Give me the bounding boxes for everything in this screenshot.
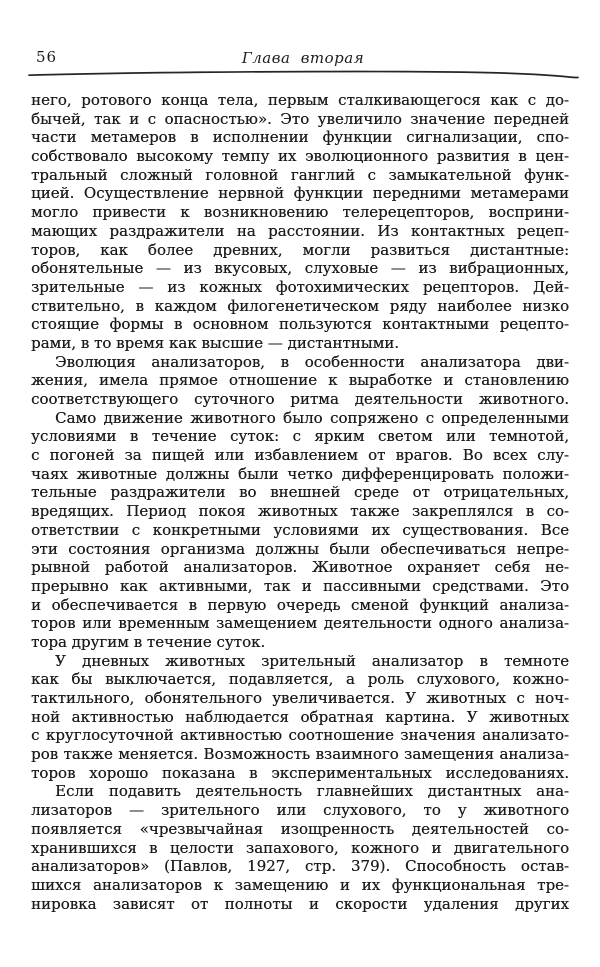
text-line: вредящих. Период покоя животных также закреплялся в со- — [31, 502, 569, 521]
text-line: обонятельные — из вкусовых, слуховые — из вибрационных, — [31, 259, 569, 278]
text-line: лизаторов — зрительного или слухового, то у животного — [31, 801, 569, 820]
body-text — [31, 91, 569, 913]
text-line: зрительные — из кожных фотохимических рецепторов. Дей- — [31, 277, 569, 296]
text-line: шихся анализаторов к замещению и их функциональная тре- — [31, 875, 569, 894]
text-line: торов, как более древних, могли развиться дистантные: — [31, 240, 569, 259]
text-line: собствовало высокому темпу их эволюционного развития в цен- — [31, 147, 569, 166]
header-rule — [27, 69, 579, 79]
text-line: ров также меняется. Возможность взаимного замещения анализа- — [31, 745, 569, 764]
text-line: стоящие формы в основном пользуются контактными рецепто- — [31, 315, 569, 334]
text-line: анализаторов» (Павлов, 1927, стр. 379). Способность остав- — [31, 857, 569, 876]
text-line: тельные раздражители во внешней среде от отрицательных, — [31, 483, 569, 502]
text-line: хранившихся в целости запахового, кожного и двигательного — [31, 838, 569, 857]
running-head — [36, 48, 570, 66]
text-line: появляется «чрезвычайная изощренность деятельностей со- — [31, 819, 569, 838]
text-line: Эволюция анализаторов, в особенности анализатора дви- — [55, 352, 569, 371]
text-line: бычей, так и с опасностью». Это увеличило значение передней — [31, 109, 569, 128]
text-line: части метамеров в исполнении функции сигнализации, спо- — [31, 128, 569, 147]
page-number: 56 — [36, 48, 58, 66]
text-line: рами, в то время как высшие — дистантными. — [31, 333, 400, 352]
text-line: и обеспечивается в первую очередь сменой функций анализа- — [31, 595, 569, 614]
text-line: жения, имела прямое отношение к выработке и становлению — [31, 371, 569, 390]
text-line: с погоней за пищей или избавлением от врагов. Во всех слу- — [31, 446, 569, 465]
text-line: прерывно как активными, так и пассивными средствами. Это — [31, 576, 569, 595]
text-line: нировка зависят от полноты и скорости удаления других — [31, 894, 569, 913]
text-line: тора другим в течение суток. — [31, 632, 266, 651]
text-line: могло привести к возникновению телерецепторов, восприни- — [31, 203, 569, 222]
text-line: ствительно, в каждом филогенетическом ряду наиболее низко — [31, 296, 569, 315]
text-line: как бы выключается, подавляется, а роль слухового, кожно- — [31, 670, 569, 689]
text-line: ной активностью наблюдается обратная картина. У животных — [31, 707, 569, 726]
text-line: рывной работой анализаторов. Животное охраняет себя не- — [31, 558, 569, 577]
text-line: чаях животные должны были четко дифференцировать положи- — [31, 464, 569, 483]
text-line: ответствии с конкретными условиями их существования. Все — [31, 520, 569, 539]
chapter-running-title: Глава вторая — [241, 49, 365, 67]
text-line: него, ротового конца тела, первым сталкивающегося как с до- — [31, 91, 569, 109]
text-line: торов или временным замещением деятельности одного анализа- — [31, 614, 569, 633]
text-line: торов хорошо показана в экспериментальных исследованиях. — [31, 763, 569, 782]
text-line: У дневных животных зрительный анализатор в темноте — [55, 651, 569, 670]
text-line: мающих раздражители на расстоянии. Из контактных рецеп- — [31, 221, 569, 240]
text-line: Если подавить деятельность главнейших дистантных ана- — [55, 782, 569, 801]
text-line: Само движение животного было сопряжено с определенными — [55, 408, 569, 427]
text-line: условиями в течение суток: с ярким светом или темнотой, — [31, 427, 569, 446]
text-line: тактильного, обонятельного увеличивается. У животных с ноч- — [31, 689, 569, 707]
text-line: тральный сложный головной ганглий с замыкательной функ- — [31, 165, 569, 184]
text-line: с круглосуточной активностью соотношение значения анализато- — [31, 726, 569, 745]
text-line: цией. Осуществление нервной функции передними метамерами — [31, 184, 569, 203]
text-line: соответствующего суточного ритма деятельности животного. — [31, 390, 569, 408]
text-line: эти состояния организма должны были обеспечиваться непре- — [31, 539, 569, 558]
